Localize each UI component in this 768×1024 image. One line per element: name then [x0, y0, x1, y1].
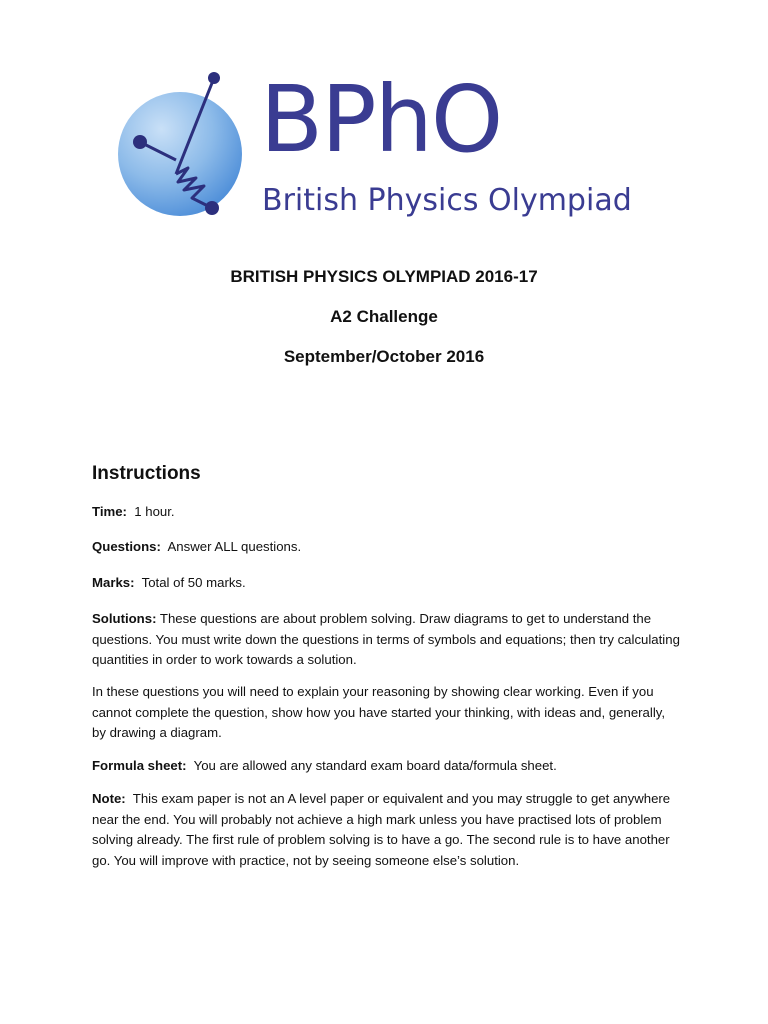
- bpho-logo: [92, 56, 676, 244]
- time-text: 1 hour.: [134, 504, 175, 519]
- formula-text: You are allowed any standard exam board data/formula sheet.: [193, 758, 557, 773]
- solutions-paragraph: [92, 609, 680, 671]
- note-paragraph: [92, 789, 680, 871]
- document-date: September/October 2016: [283, 347, 485, 366]
- instructions-heading: Instructions: [92, 463, 201, 484]
- note-text: This exam paper is not an A level paper or equivalent and you may struggle to get anywhere near the end. You will probably not achieve a high mark unless you have practised lots of problem solving already. The first rule of problem solving is to have a go. The second rule is to have another go. You will improve with practice, not by seeing someone else’s solution.: [92, 791, 671, 868]
- questions-text: Answer ALL questions.: [167, 539, 302, 554]
- logo-wordmark: BPhO: [260, 66, 502, 173]
- questions-paragraph: [92, 537, 680, 558]
- time-label: Time:: [92, 504, 127, 519]
- reasoning-paragraph: In these questions you will need to explain your reasoning by showing clear working. Even if you cannot complete the question, show how you have started your thinking, with ideas and, generally, by drawing a diagram.: [92, 684, 666, 740]
- marks-paragraph: [92, 573, 680, 594]
- solutions-text: These questions are about problem solving. Draw diagrams to get to understand the questions. You must write down the questions in terms of symbols and equations; then try calculating quantities in order to work towards a solution.: [92, 611, 680, 667]
- logo-subtitle: British Physics Olympiad: [262, 183, 632, 218]
- formula-label: Formula sheet:: [92, 758, 187, 773]
- formula-paragraph: [92, 756, 680, 777]
- note-label: Note:: [92, 791, 126, 806]
- marks-text: Total of 50 marks.: [141, 575, 246, 590]
- questions-label: Questions:: [92, 539, 161, 554]
- document-subtitle: A2 Challenge: [330, 307, 438, 326]
- marks-label: Marks:: [92, 575, 135, 590]
- solutions-label: Solutions:: [92, 611, 157, 626]
- time-paragraph: [92, 502, 680, 523]
- document-title: BRITISH PHYSICS OLYMPIAD 2016-17: [230, 267, 538, 286]
